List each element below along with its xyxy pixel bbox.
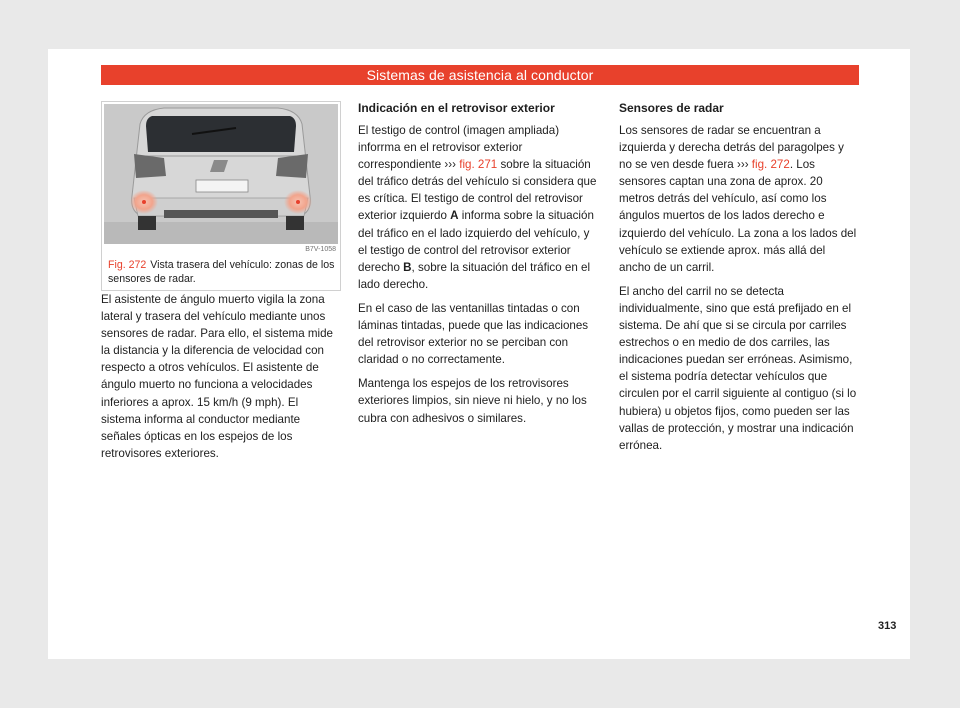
- text-run: Los sensores de radar se encuentran a izquierda y derecha detrás del paragolpes y no se ven desde fuera: [619, 124, 844, 172]
- text-run: sobre la situación del tráfico detrás del vehículo si considera que es crítica. El testigo de control del retrovisor exterior izquierdo: [358, 158, 597, 223]
- figure-272: [101, 101, 341, 291]
- arrow-icon: ›››: [444, 158, 456, 172]
- figure-id: B7V-1058: [305, 246, 336, 253]
- arrow-icon: ›››: [736, 158, 749, 172]
- figure-label: Fig. 272: [108, 259, 147, 271]
- marker-a: A: [450, 209, 459, 223]
- intro-paragraph: El asistente de ángulo muerto vigila la zona lateral y trasera del vehículo mediante unos sensores de radar. Para ello, el sistema mide la distancia y la diferencia de velocidad con respecto a otros vehículos. El asistente de ángulo muerto no funciona a velocidades inferiores a aprox. 15 km/h (9 mph). El sistema informa al conductor mediante señales ópticas en los espejos de los retrovisores exteriores.: [101, 293, 333, 460]
- column-middle: [358, 100, 600, 434]
- heading-mirror-indication: Indicación en el retrovisor exterior: [358, 101, 555, 115]
- column-left: [101, 101, 341, 469]
- column-right: [619, 100, 859, 461]
- figure-ref-272[interactable]: fig. 272: [751, 158, 790, 172]
- text-run: , sobre la situación del tráfico en el lado derecho.: [358, 260, 591, 291]
- radar-paragraph-2: El ancho del carril no se detecta individualmente, sino que está prefijado en el sistema. De ahí que si se circula por carriles estrechos o en medio de dos carriles, las indicaciones puedan ser erróneas. Asimismo, el sistema podría detectar vehículos que circulen por el carril siguiente al contiguo (si lo hubiera) u objetos fijos, como pueden ser las vallas de protección, y mostrar una indicación errónea.: [619, 284, 857, 452]
- mirror-paragraph-2: En el caso de las ventanillas tintadas o con láminas tintadas, puede que las indicaciones del retrovisor exterior no se perciban con claridad o no correctamente.: [358, 301, 589, 367]
- figure-ref-271[interactable]: fig. 271: [459, 158, 498, 172]
- section-header: Sistemas de asistencia al conductor: [101, 65, 859, 85]
- text-run: El testigo de control (imagen ampliada) inforrma en el retrovisor exterior correspondiente: [358, 124, 560, 172]
- text-run: . Los sensores captan una zona de aprox. 20 metros detrás del vehículo, así como los ángulos muertos de los lados derecho e izquierdo del vehículo. La zona a los lados del vehículo se extiende aprox. más allá del ancho de un carril.: [619, 158, 857, 274]
- figure-caption: [108, 259, 336, 286]
- marker-b: B: [403, 260, 412, 274]
- page-number: 313: [878, 620, 897, 632]
- radar-paragraph-1: [619, 122, 859, 276]
- car-rear-illustration: [104, 104, 338, 244]
- text-run: informa sobre la situación del tráfico en el lado izquierdo del vehículo, y el testigo de control del retrovisor exterior derecho: [358, 209, 594, 274]
- figure-caption-text: Vista trasera del vehículo: zonas de los sensores de radar.: [108, 259, 335, 285]
- heading-radar-sensors: Sensores de radar: [619, 101, 724, 115]
- mirror-paragraph-3: Mantenga los espejos de los retrovisores exteriores limpios, sin nieve ni hielo, y no los cubra con adhesivos o similares.: [358, 377, 587, 425]
- mirror-paragraph-1: [358, 122, 600, 293]
